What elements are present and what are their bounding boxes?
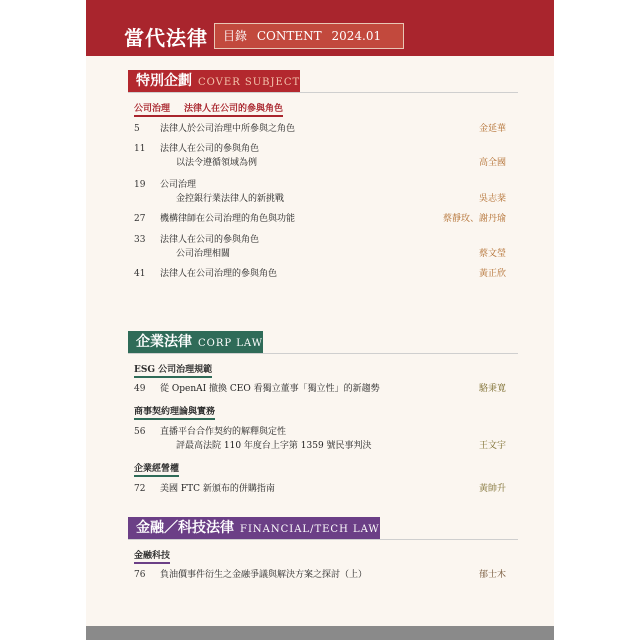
page-number: 56 <box>134 427 146 437</box>
article-author: 金延華 <box>478 124 506 134</box>
article-author: 蔡靜玫、謝丹瑜 <box>442 214 506 224</box>
article-subtitle: 金控銀行業法律人的新挑戰 <box>176 194 285 204</box>
subcategory-label: 金融科技 <box>134 548 170 564</box>
subcategory-label: 商事契約理論與實務 <box>134 404 215 420</box>
article-title: 負油價事件衍生之金融爭議與解決方案之探討（上） <box>160 570 368 580</box>
article-title: 從 OpenAI 撤換 CEO 看獨立董事「獨立性」的新趨勢 <box>160 384 380 394</box>
section-divider <box>128 92 518 93</box>
section-title-en: CORP LAW <box>198 338 264 349</box>
page-number: 41 <box>134 269 146 279</box>
article-author: 吳志棻 <box>478 194 506 204</box>
footer-bar <box>86 626 554 640</box>
section-divider <box>128 539 518 540</box>
toc-header-box <box>214 23 404 49</box>
section-title-en: COVER SUBJECT <box>198 77 301 88</box>
article-subtitle: 公司治理相關 <box>176 249 231 259</box>
section-title: 金融／科技法律 <box>136 520 234 536</box>
article-author: 黃帥升 <box>478 484 506 494</box>
section-title-en: FINANCIAL/TECH LAW <box>240 524 380 535</box>
section-cover-subject <box>128 70 300 92</box>
page-number: 72 <box>134 484 146 494</box>
page-number: 76 <box>134 570 146 580</box>
article-subtitle: 以法令遵循領域為例 <box>176 158 258 168</box>
section-title: 特別企劃 <box>136 73 192 89</box>
article-title: 公司治理 <box>160 180 197 190</box>
page-number: 33 <box>134 235 146 245</box>
page-number: 49 <box>134 384 146 394</box>
article-title: 美國 FTC 新頒布的併購指南 <box>160 484 275 494</box>
magazine-brand: 當代法律 <box>124 26 208 50</box>
section-divider <box>128 353 518 354</box>
page-number: 27 <box>134 214 146 224</box>
article-author: 黃正欣 <box>478 269 506 279</box>
article-title: 法律人在公司的參與角色 <box>160 235 260 245</box>
subcategory-label: 公司治理 法律人在公司的參與角色 <box>134 101 283 117</box>
article-author: 蔡文瑩 <box>478 249 506 259</box>
page-header <box>86 0 554 56</box>
section-financial-tech-law <box>128 517 380 539</box>
subcategory-label: ESG 公司治理規範 <box>134 362 212 378</box>
article-author: 高全國 <box>478 158 506 168</box>
article-title: 機構律師在公司治理的角色與功能 <box>160 214 296 224</box>
article-subtitle: 評最高法院 110 年度台上字第 1359 號民事判決 <box>176 441 372 451</box>
page-number: 5 <box>134 124 140 134</box>
page-number: 19 <box>134 180 146 190</box>
toc-page <box>86 0 554 640</box>
article-author: 王文宇 <box>478 441 506 451</box>
issue-date: 2024.01 <box>331 29 382 43</box>
article-title: 法律人於公司治理中所參與之角色 <box>160 124 296 134</box>
subcategory-label: 企業經營權 <box>134 461 179 477</box>
section-title: 企業法律 <box>136 334 192 350</box>
content-label: CONTENT <box>256 29 322 43</box>
page-number: 11 <box>134 144 146 154</box>
article-title: 法律人在公司治理的參與角色 <box>160 269 278 279</box>
article-author: 郁士木 <box>478 570 506 580</box>
toc-label: 目錄 <box>223 29 248 43</box>
section-corp-law <box>128 331 263 353</box>
article-title: 法律人在公司的參與角色 <box>160 144 260 154</box>
article-author: 駱秉寬 <box>478 384 506 394</box>
article-title: 直播平台合作契約的解釋與定性 <box>160 427 287 437</box>
